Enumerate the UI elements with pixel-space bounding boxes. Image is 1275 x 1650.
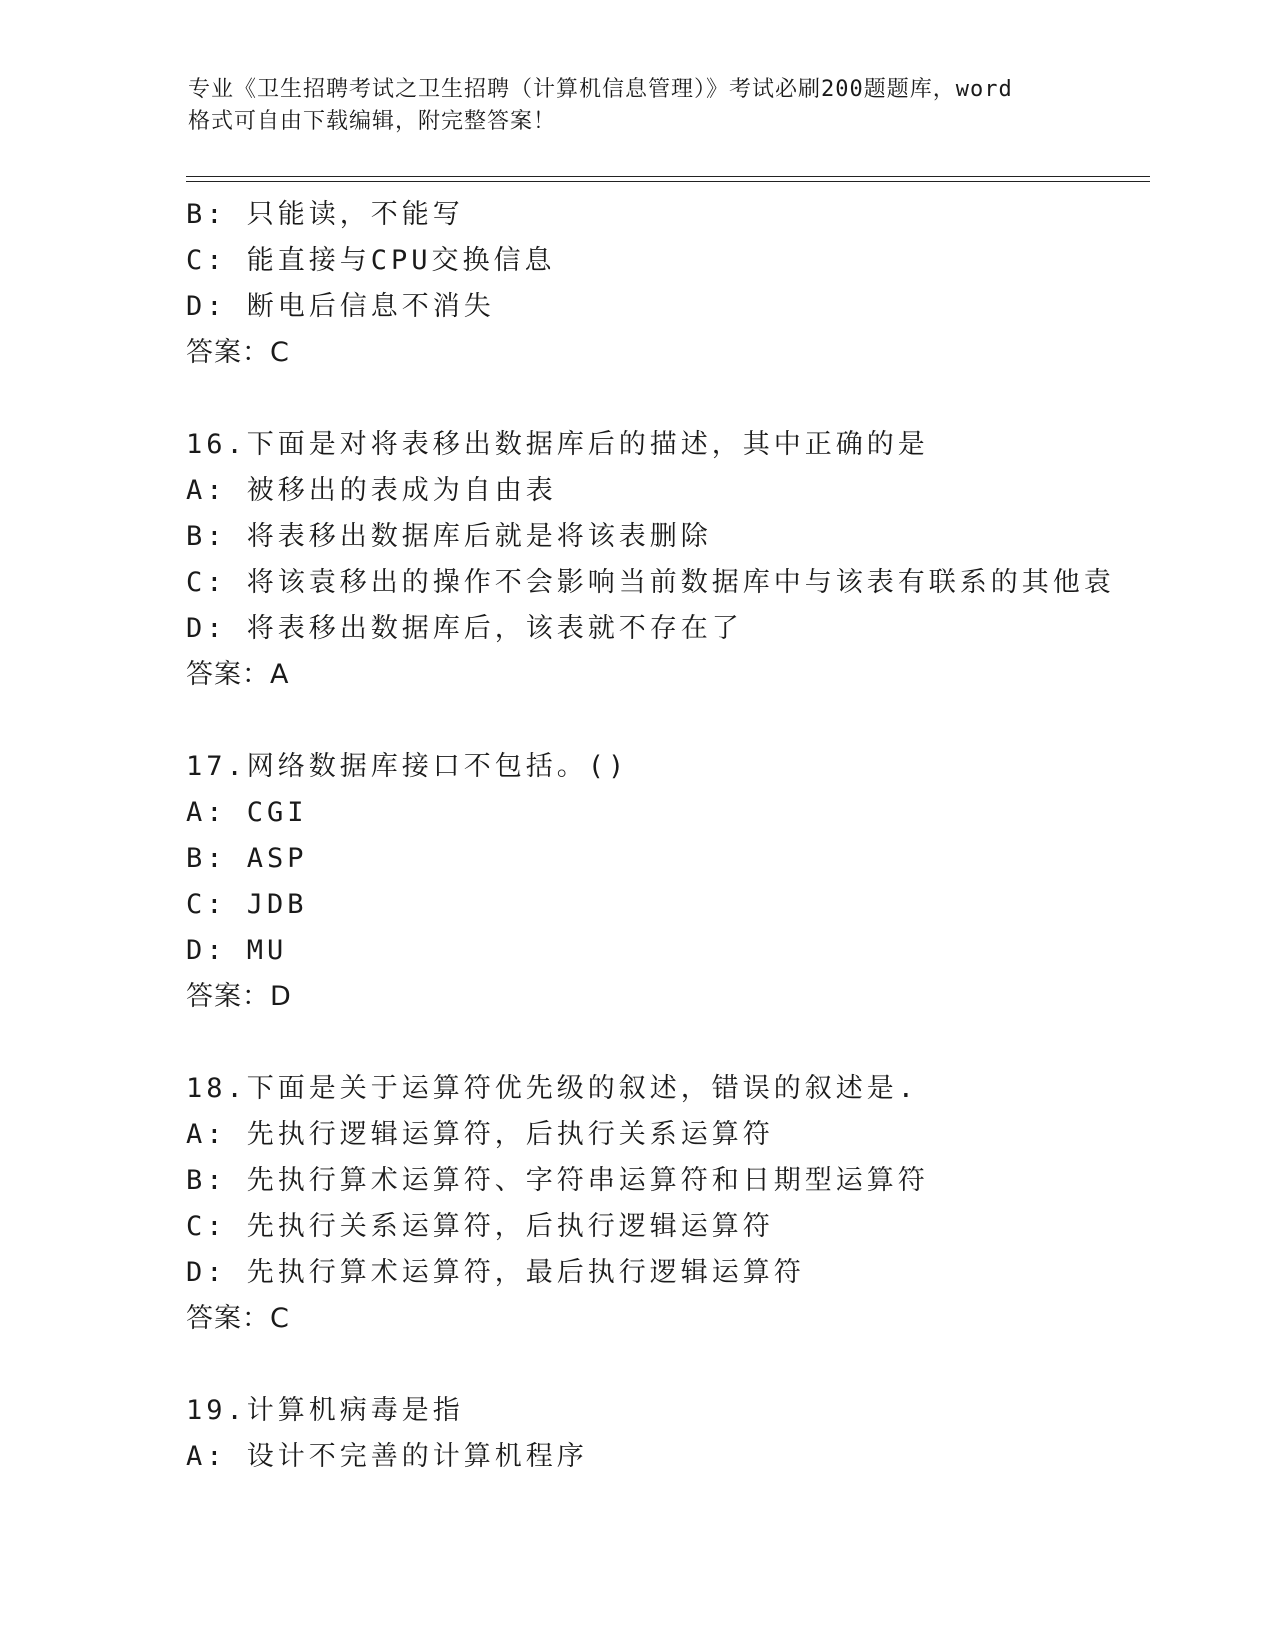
option-d: D: 断电后信息不消失 [186, 291, 495, 322]
header-line-1: 专业《卫生招聘考试之卫生招聘（计算机信息管理）》考试必刷200题题库，word [188, 77, 1013, 102]
question-block-18 [186, 1066, 1146, 1342]
option-a: A: 先执行逻辑运算符，后执行关系运算符 [186, 1119, 774, 1150]
answer-line: 答案：C [186, 337, 290, 368]
header-divider-bottom [186, 181, 1150, 182]
option-b: B: 只能读，不能写 [186, 199, 464, 230]
option-d: D: 将表移出数据库后，该表就不存在了 [186, 613, 743, 644]
option-a: A: CGI [186, 797, 308, 828]
option-b: B: ASP [186, 843, 308, 874]
option-b: B: 将表移出数据库后就是将该表删除 [186, 521, 712, 552]
option-d: D: 先执行算术运算符，最后执行逻辑运算符 [186, 1257, 805, 1288]
question-block-17 [186, 744, 1146, 1020]
question-list [186, 192, 1146, 1480]
question-text: 17.网络数据库接口不包括。() [186, 751, 629, 782]
answer-line: 答案：D [186, 981, 292, 1012]
option-a: A: 被移出的表成为自由表 [186, 475, 557, 506]
answer-line: 答案：A [186, 659, 290, 690]
header-divider-top [186, 176, 1150, 177]
document-header [188, 74, 1088, 138]
header-line-2: 格式可自由下载编辑，附完整答案！ [188, 109, 557, 134]
option-a: A: 设计不完善的计算机程序 [186, 1441, 588, 1472]
question-block-16 [186, 422, 1146, 698]
question-text: 19.计算机病毒是指 [186, 1395, 464, 1426]
option-d: D: MU [186, 935, 288, 966]
option-b: B: 先执行算术运算符、字符串运算符和日期型运算符 [186, 1165, 929, 1196]
option-c: C: 将该袁移出的操作不会影响当前数据库中与该表有联系的其他袁 [186, 567, 1115, 598]
option-c: C: JDB [186, 889, 308, 920]
question-block-19 [186, 1388, 1146, 1480]
question-text: 18.下面是关于运算符优先级的叙述，错误的叙述是. [186, 1073, 919, 1104]
option-c: C: 先执行关系运算符，后执行逻辑运算符 [186, 1211, 774, 1242]
answer-line: 答案：C [186, 1303, 290, 1334]
option-c: C: 能直接与CPU交换信息 [186, 245, 556, 276]
question-block-partial [186, 192, 1146, 376]
question-text: 16.下面是对将表移出数据库后的描述，其中正确的是 [186, 429, 929, 460]
